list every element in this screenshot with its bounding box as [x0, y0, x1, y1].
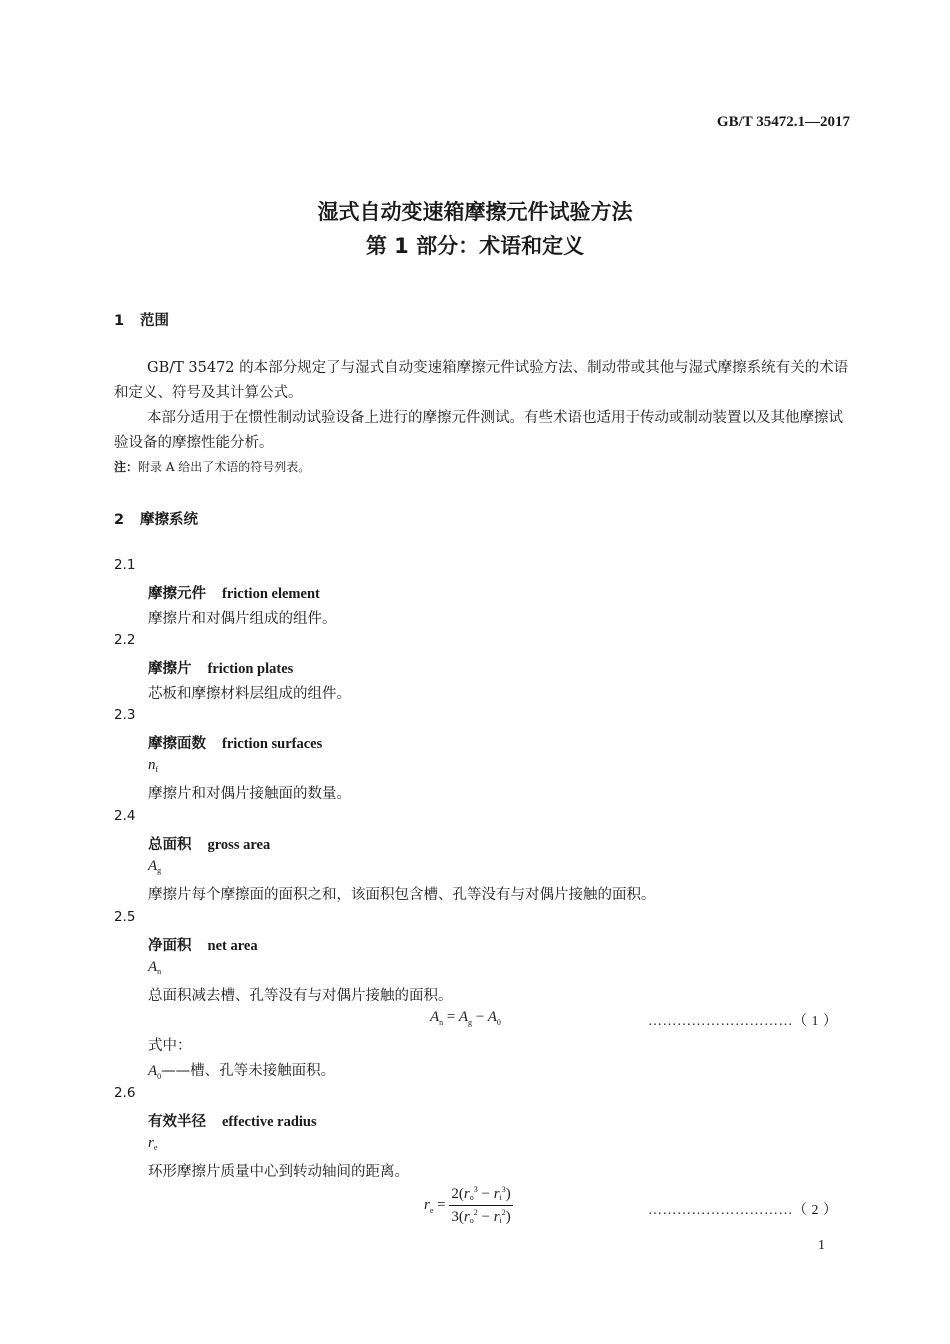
clause-number: 2.3: [114, 707, 136, 723]
term-en: friction surfaces: [222, 736, 323, 752]
term-zh: 摩擦面数: [148, 736, 206, 752]
note-label: 注：: [114, 460, 139, 474]
where-symbol: $A_0$: [148, 1063, 162, 1081]
section-number: 1: [114, 313, 125, 329]
term-en: friction plates: [207, 661, 294, 677]
term-symbol: $A_n$: [148, 959, 162, 976]
scope-paragraph-2: 本部分适用于在惯性制动试验设备上进行的摩擦元件测试。有些术语也适用于传动或制动装置以及其他摩擦试验设备的摩擦性能分析。: [114, 410, 843, 451]
term-heading: [148, 833, 270, 854]
term-zh: 摩擦片: [148, 661, 192, 677]
term-zh: 摩擦元件: [148, 586, 206, 602]
page-number: 1: [818, 1238, 825, 1253]
term-zh: 有效半径: [148, 1114, 206, 1130]
term-en: net area: [207, 938, 258, 954]
where-text: ——槽、孔等未接触面积。: [161, 1063, 336, 1079]
term-symbol: $n_f$: [148, 757, 159, 774]
section-number: 2: [114, 512, 125, 528]
equation-1: $A_n = A_g - A_0$: [430, 1009, 501, 1027]
where-item: [148, 1059, 335, 1081]
equation-number: …………………………（ 2 ）: [648, 1203, 838, 1218]
equation-number: …………………………（ 1 ）: [648, 1014, 838, 1029]
term-heading: [148, 732, 322, 753]
where-label: 式中：: [148, 1038, 192, 1054]
term-heading: [148, 934, 258, 955]
document-title-line2: 第 1 部分：术语和定义: [365, 234, 585, 258]
clause-number: 2.6: [114, 1085, 136, 1101]
note-text: 附录 A 给出了术语的符号列表。: [138, 460, 311, 474]
term-definition: 芯板和摩擦材料层组成的组件。: [148, 686, 351, 702]
scope-paragraph-1: GB/T 35472 的本部分规定了与湿式自动变速箱摩擦元件试验方法、制动带或其他与湿式摩擦系统有关的术语和定义、符号及其计算公式。: [114, 360, 849, 401]
scope-paragraphs: [114, 356, 849, 456]
term-zh: 总面积: [148, 837, 192, 853]
term-en: effective radius: [222, 1114, 317, 1130]
section-1-heading: [114, 309, 169, 330]
section-2-heading: [114, 508, 198, 529]
term-heading: [148, 657, 293, 678]
document-code: GB/T 35472.1—2017: [716, 114, 850, 130]
clause-number: 2.2: [114, 632, 136, 648]
term-heading: [148, 1110, 317, 1131]
term-symbol: $A_g$: [148, 858, 162, 875]
term-symbol: $r_e$: [148, 1135, 158, 1152]
term-definition: 总面积减去槽、孔等没有与对偶片接触的面积。: [148, 988, 453, 1004]
term-definition: 摩擦片和对偶片组成的组件。: [148, 611, 337, 627]
term-en: gross area: [207, 837, 271, 853]
term-zh: 净面积: [148, 938, 192, 954]
term-heading: [148, 582, 320, 603]
term-definition: 环形摩擦片质量中心到转动轴间的距离。: [148, 1164, 409, 1180]
clause-number: 2.4: [114, 808, 136, 824]
clause-number: 2.5: [114, 909, 136, 925]
section-title: 摩擦系统: [140, 512, 198, 528]
note: [114, 458, 310, 475]
document-title-line1: 湿式自动变速箱摩擦元件试验方法: [317, 200, 633, 224]
clause-number: 2.1: [114, 557, 136, 573]
section-title: 范围: [140, 313, 169, 329]
term-definition: 摩擦片每个摩擦面的面积之和，该面积包含槽、孔等没有与对偶片接触的面积。: [148, 887, 656, 903]
term-en: friction element: [222, 586, 320, 602]
term-definition: 摩擦片和对偶片接触面的数量。: [148, 786, 351, 802]
equation-2: $r_e$ = $\frac{2(r_o^3 - r_i^3)}{3(r_o^2 - r_i^2)}$: [424, 1185, 511, 1225]
